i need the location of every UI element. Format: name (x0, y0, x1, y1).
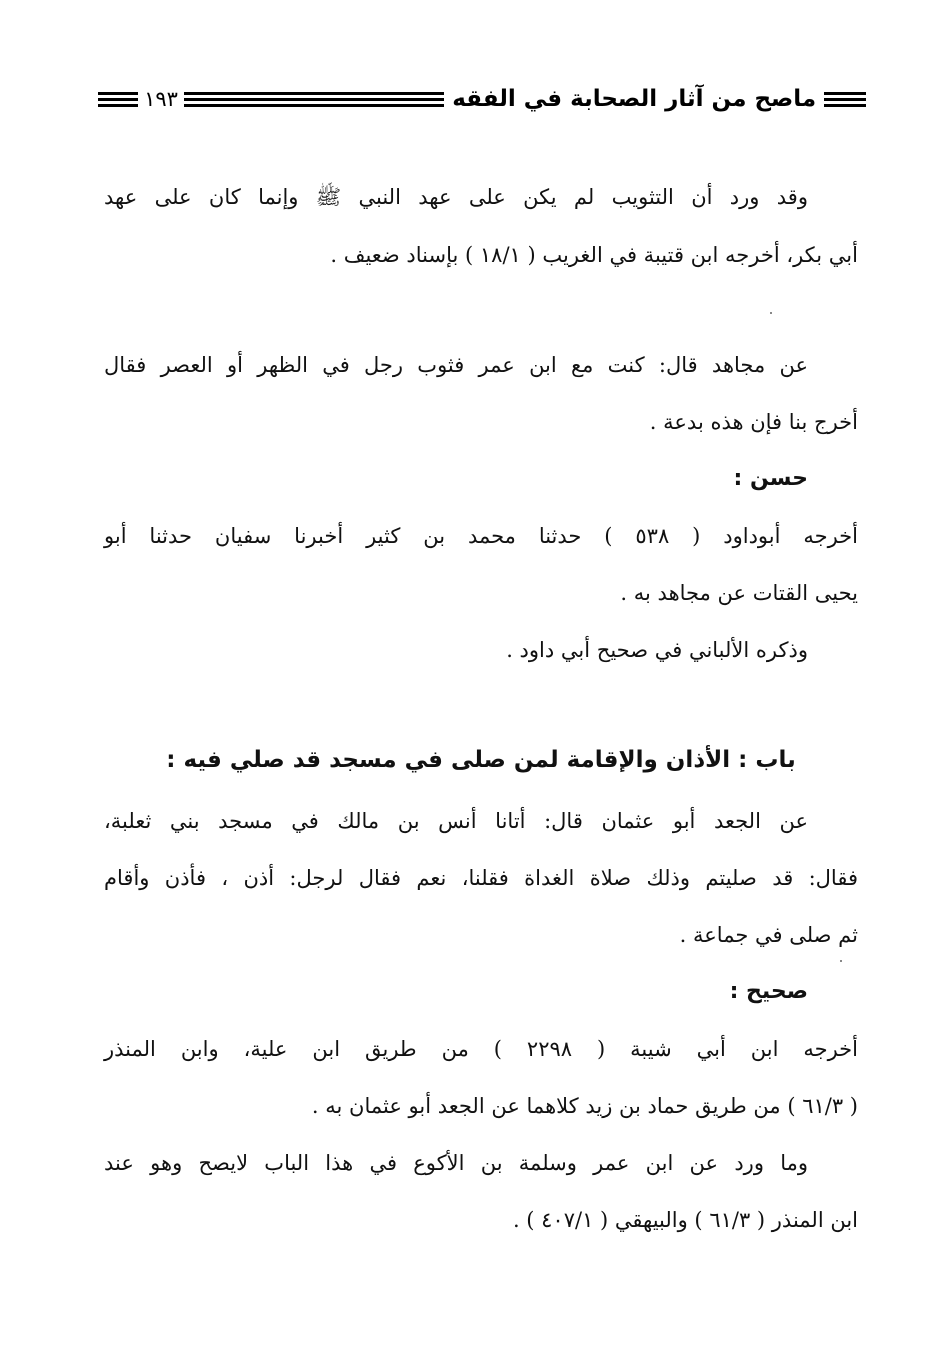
paragraph-line: ابن المنذر ( ٦١/٣ ) والبيهقي ( ٤٠٧/١ ) . (512, 1208, 858, 1232)
grade-label: حسن : (733, 466, 808, 491)
page-number: ١٩٣ (144, 87, 178, 111)
scan-speck (770, 312, 772, 314)
scan-speck (840, 960, 842, 962)
page-header (98, 82, 866, 116)
paragraph-line: عن مجاهد قال: كنت مع ابن عمر فثوب رجل في الظهر أو العصر فقال (104, 353, 808, 377)
header-title: ماصح من آثار الصحابة في الفقه (452, 86, 817, 112)
paragraph-line: ( ٦١/٣ ) من طريق حماد بن زيد كلاهما عن الجعد أبو عثمان به . (311, 1094, 858, 1118)
header-rule-left (98, 92, 138, 107)
header-rule-right (824, 92, 866, 107)
section-heading: باب : الأذان والإقامة لمن صلى في مسجد قد صلي فيه : (166, 747, 796, 773)
paragraph-line: أخرجه ابن أبي شيبة ( ٢٢٩٨ ) من طريق ابن علية، وابن المنذر (104, 1037, 858, 1061)
paragraph-line: وقد ورد أن التثويب لم يكن على عهد النبي ﷺ وإنما كان على عهد (104, 185, 808, 209)
paragraph-line: أخرجه أبوداود ( ٥٣٨ ) حدثنا محمد بن كثير أخبرنا سفيان حدثنا أبو (104, 524, 858, 548)
paragraph-line: ثم صلى في جماعة . (679, 923, 858, 947)
grade-label: صحيح : (729, 979, 808, 1004)
paragraph-line: أخرج بنا فإن هذه بدعة . (649, 410, 858, 434)
paragraph-line: وذكره الألباني في صحيح أبي داود . (506, 638, 808, 662)
paragraph-line: فقال: قد صليتم وذلك صلاة الغداة فقلنا، نعم فقال لرجل: أذن ، فأذن وأقام (104, 866, 858, 890)
paragraph-line: وما ورد عن ابن عمر وسلمة بن الأكوع في هذا الباب لايصح وهو عند (104, 1151, 808, 1175)
paragraph-line: عن الجعد أبو عثمان قال: أتانا أنس بن مالك في مسجد بني ثعلبة، (104, 809, 808, 833)
paragraph-line: أبي بكر، أخرجه ابن قتيبة في الغريب ( ١٨/١ ) بإسناد ضعيف . (330, 243, 858, 267)
header-rule-middle (184, 92, 444, 107)
paragraph-line: يحيى القتات عن مجاهد به . (620, 581, 858, 605)
